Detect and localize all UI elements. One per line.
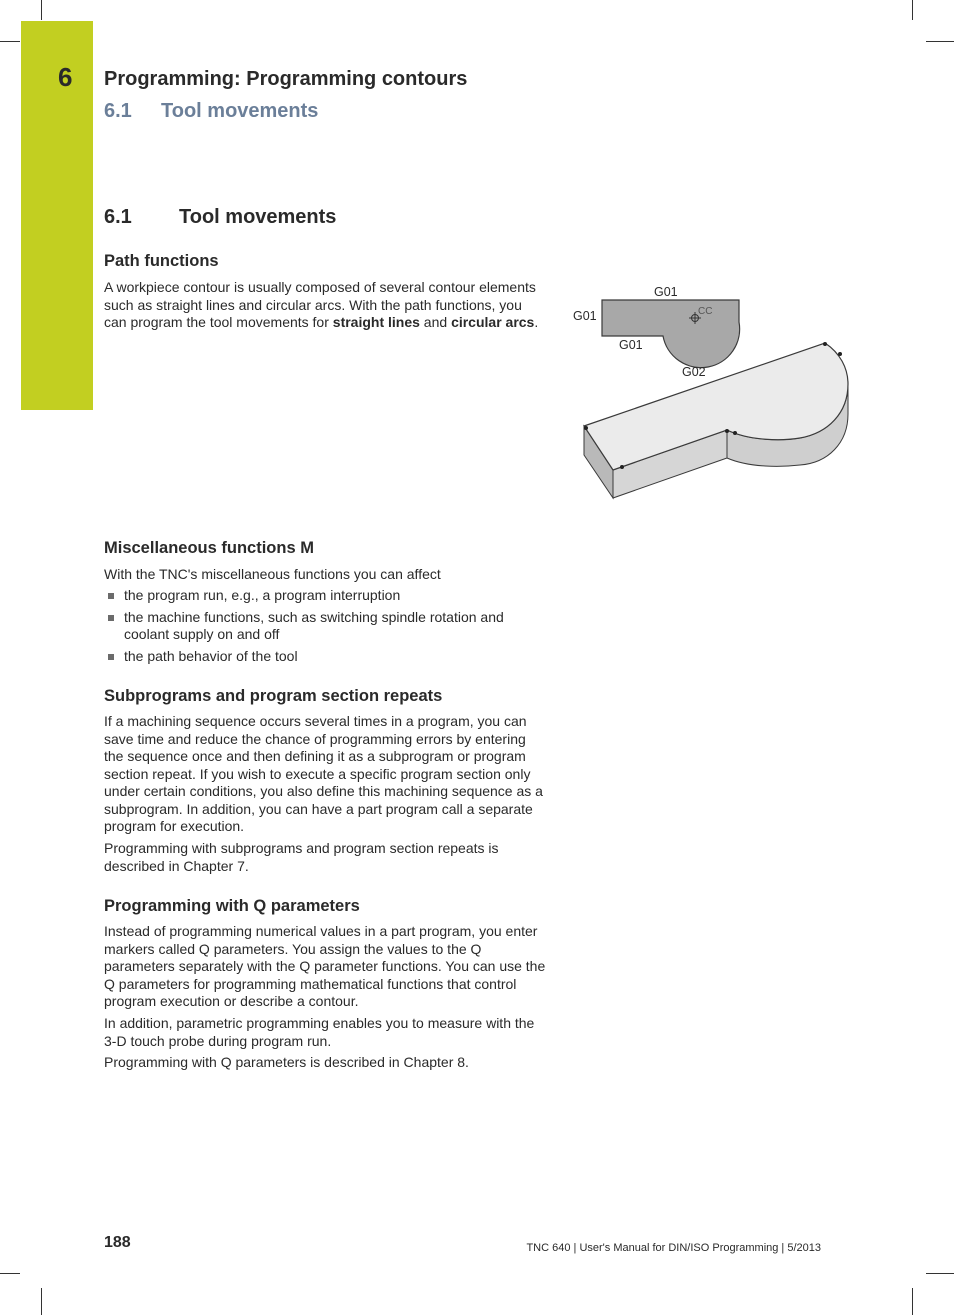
crop-mark <box>0 41 20 42</box>
qparams-p2: In addition, parametric programming enables you to measure with the 3-D touch probe during program run. <box>104 1015 535 1049</box>
label-cc: CC <box>698 306 713 317</box>
list-item-text: the machine functions, such as switching spindle rotation and coolant supply on and off <box>124 608 504 642</box>
qparams-p1: Instead of programming numerical values in a part program, you enter markers called Q parameters. You assign the values to the Q parameters separately with the Q parameter functions. You can use the Q parameters for programming mathematical functions that control program execution or describe a contour. <box>104 923 546 1009</box>
section-title: Tool movements <box>179 206 337 228</box>
chapter-tab <box>21 21 93 410</box>
bullet-icon <box>108 654 114 660</box>
qparams-heading: Programming with Q parameters <box>104 897 360 915</box>
crop-mark <box>926 1273 954 1274</box>
crop-mark <box>41 1288 42 1315</box>
path-functions-heading: Path functions <box>104 252 219 270</box>
path-text-3: . <box>534 314 539 330</box>
path-text-1: A workpiece contour is usually composed of several contour elements such as straight lines and circular arcs. With the path functions, you can program the tool movements for <box>104 279 536 330</box>
subprograms-heading: Subprograms and program section repeats <box>104 687 443 705</box>
running-section-number: 6.1 <box>104 100 132 122</box>
bullet-icon <box>108 615 114 621</box>
misc-heading: Miscellaneous functions M <box>104 539 314 557</box>
misc-list <box>104 587 546 669</box>
label-g02: G02 <box>682 365 706 379</box>
section-number: 6.1 <box>104 206 132 228</box>
bold-circular-arcs: circular arcs <box>451 314 535 330</box>
misc-intro: With the TNC's miscellaneous functions you can affect <box>104 566 441 582</box>
bullet-icon <box>108 593 114 599</box>
crop-mark <box>912 0 913 20</box>
label-g01-bottom: G01 <box>619 338 643 352</box>
list-item <box>104 648 546 666</box>
contour-shape <box>602 300 740 368</box>
list-item-text: the program run, e.g., a program interruption <box>124 587 401 603</box>
list-item <box>104 587 546 605</box>
label-g01-top: G01 <box>654 285 678 299</box>
page-number: 188 <box>104 1234 131 1251</box>
subprograms-p2: Programming with subprograms and program section repeats is described in Chapter 7. <box>104 840 499 874</box>
crop-mark <box>912 1288 913 1315</box>
subprograms-p1: If a machining sequence occurs several times in a program, you can save time and reduce the chance of programming errors by entering the sequence once and then defining it as a subprogram or program section repeat. If you wish to execute a specific program section only under certain conditions, you also define this machining sequence as a subprogram. In addition, you can have a part program call a separate program for execution. <box>104 713 543 834</box>
crop-mark <box>926 41 954 42</box>
contour-figure <box>560 278 860 508</box>
chapter-number: 6 <box>58 62 73 92</box>
list-item <box>104 609 546 644</box>
crop-mark <box>0 1273 20 1274</box>
running-section-header <box>104 100 318 123</box>
running-section-title: Tool movements <box>161 100 319 122</box>
list-item-text: the path behavior of the tool <box>124 647 298 664</box>
path-functions-text <box>104 279 546 332</box>
bold-straight-lines: straight lines <box>332 314 420 330</box>
qparams-p3: Programming with Q parameters is described in Chapter 8. <box>104 1054 469 1070</box>
path-text-2: and <box>419 314 452 330</box>
chapter-title: Programming: Programming contours <box>104 68 468 90</box>
footer-text: TNC 640 | User's Manual for DIN/ISO Programming | 5/2013 <box>526 1242 821 1254</box>
section-heading <box>104 206 336 229</box>
label-g01-left: G01 <box>573 309 597 323</box>
crop-mark <box>41 0 42 20</box>
